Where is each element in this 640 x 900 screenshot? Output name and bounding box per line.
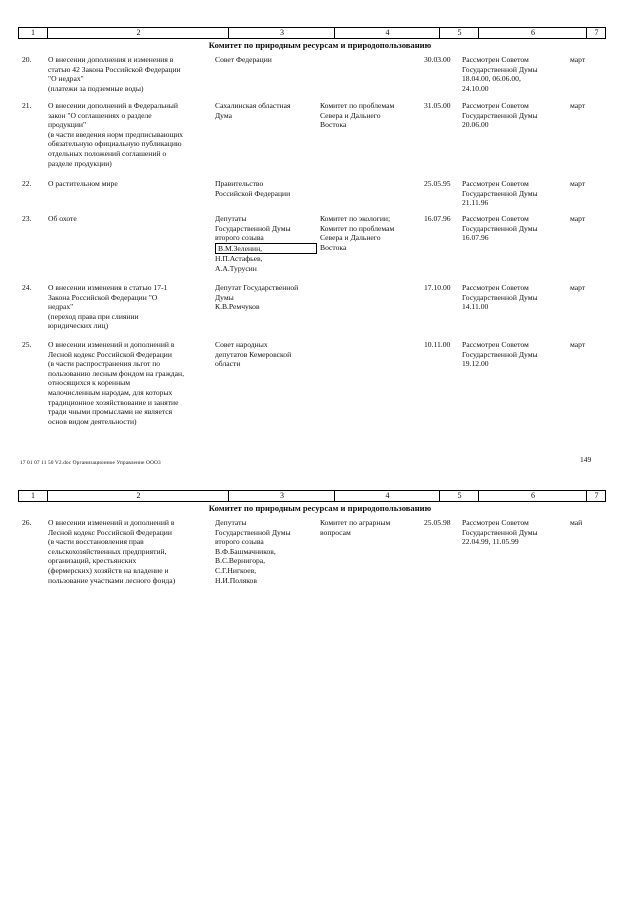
bill-status: Рассмотрен Советом Государственной Думы 21.11.96 (462, 179, 538, 208)
table-header (18, 490, 606, 502)
row-number: 25. (22, 340, 32, 349)
header-col-5: 5 (439, 28, 479, 38)
header-col-2: 2 (47, 28, 229, 38)
header-col-4: 4 (334, 28, 440, 38)
bill-author-deputies: Н.П.Астафьев, А.А.Турусин (215, 254, 263, 273)
header-col-3: 3 (228, 28, 335, 38)
bill-date: 30.03.00 (424, 55, 451, 64)
bill-month: март (570, 283, 586, 292)
bill-committee: Комитет по аграрным вопросам (320, 518, 391, 537)
table-header (18, 27, 606, 39)
header-col-3: 3 (228, 491, 335, 501)
row-number: 22. (22, 179, 32, 188)
bill-date: 25.05.95 (424, 179, 451, 188)
bill-month: март (570, 214, 586, 223)
bill-status: Рассмотрен Советом Государственной Думы 22.04.99, 11.05.99 (462, 518, 538, 547)
bill-author: Сахалинская областная Дума (215, 101, 291, 120)
highlighted-deputy: В.М.Зеленин, (215, 243, 317, 255)
row-number: 24. (22, 283, 32, 292)
bill-title: О внесении изменений и дополнений в Лесной кодекс Российской Федерации (в части восстановления прав сельскохозяйственных предприятий, организаций, крестьянских (фермерских) хозяйств на владение и пользование участками лесного фонда) (48, 518, 176, 585)
document-footer: 17 01 07 11 50 V2.doc Организационное Управление ООО3 (20, 460, 161, 466)
header-col-1: 1 (31, 491, 35, 500)
section-title: Комитет по природным ресурсам и природопользованию (208, 40, 432, 50)
header-col-7: 7 (586, 28, 606, 38)
bill-author: Депутат Государственной Думы К.В.Ремчуков (215, 283, 299, 312)
header-col-5: 5 (439, 491, 479, 501)
bill-status: Рассмотрен Советом Государственной Думы 18.04.00, 06.06.00, 24.10.00 (462, 55, 538, 93)
bill-author: Совет Федерации (215, 55, 272, 64)
bill-date: 10.11.00 (424, 340, 451, 349)
row-number: 20. (22, 55, 32, 64)
bill-author: Правительство Российской Федерации (215, 179, 291, 198)
bill-title: О внесении изменений и дополнений в Лесной кодекс Российской Федерации (в части распространения льгот по пользованию лесным фондом на граждан, относящихся к коренным малочисленным народам, для которых традиционное хозяйствование и занятие тради чными промыслами не является основ видом деятельности) (48, 340, 184, 426)
bill-author: Депутаты Государственной Думы второго созыва В.Ф.Башмачников, В.С.Вернигора, С.Г.Нигкоев, Н.И.Поляков (215, 518, 291, 585)
bill-month: март (570, 179, 586, 188)
bill-title: О внесении изменения в статью 17-1 Закона Российской Федерации "О недрах" (переход права при слиянии юридических лиц) (48, 283, 168, 331)
bill-title: Об охоте (48, 214, 77, 223)
header-col-1: 1 (31, 28, 35, 37)
bill-date: 25.05.98 (424, 518, 451, 527)
section-title: Комитет по природным ресурсам и природопользованию (208, 503, 432, 513)
row-number: 23. (22, 214, 32, 223)
bill-date: 16.07.96 (424, 214, 451, 223)
header-col-7: 7 (586, 491, 606, 501)
bill-committee: Комитет по экологии; Комитет по проблемам Севера и Дальнего Востока (320, 214, 395, 252)
bill-month: март (570, 101, 586, 110)
bill-status: Рассмотрен Советом Государственной Думы 19.12.00 (462, 340, 538, 369)
bill-author (215, 214, 319, 274)
page-number: 149 (580, 455, 592, 464)
row-number: 26. (22, 518, 32, 527)
bill-month: март (570, 55, 586, 64)
bill-month: май (570, 518, 583, 527)
bill-date: 17.10.00 (424, 283, 451, 292)
row-number: 21. (22, 101, 32, 110)
header-col-4: 4 (334, 491, 440, 501)
bill-author-group: Депутаты Государственной Думы второго созыва (215, 214, 291, 243)
bill-committee: Комитет по проблемам Севера и Дальнего Востока (320, 101, 395, 130)
bill-status: Рассмотрен Советом Государственной Думы 20.06.00 (462, 101, 538, 130)
bill-author: Совет народных депутатов Кемеровской области (215, 340, 292, 369)
header-col-2: 2 (47, 491, 229, 501)
bill-title: О растительном мире (48, 179, 118, 188)
bill-title: О внесении дополнения и изменения в статью 42 Закона Российской Федерации "О недрах" (платежи за подземные воды) (48, 55, 181, 93)
bill-title: О внесении дополнений в Федеральный закон "О соглашениях о разделе продукции" (в части введения норм предписывающих обязательную официальную публикацию отдельных положений соглашений о разделе продукции) (48, 101, 184, 168)
bill-month: март (570, 340, 586, 349)
bill-status: Рассмотрен Советом Государственной Думы 14.11.00 (462, 283, 538, 312)
bill-status: Рассмотрен Советом Государственной Думы 16.07.96 (462, 214, 538, 243)
bill-date: 31.05.00 (424, 101, 451, 110)
header-col-6: 6 (478, 28, 587, 38)
header-col-6: 6 (478, 491, 587, 501)
